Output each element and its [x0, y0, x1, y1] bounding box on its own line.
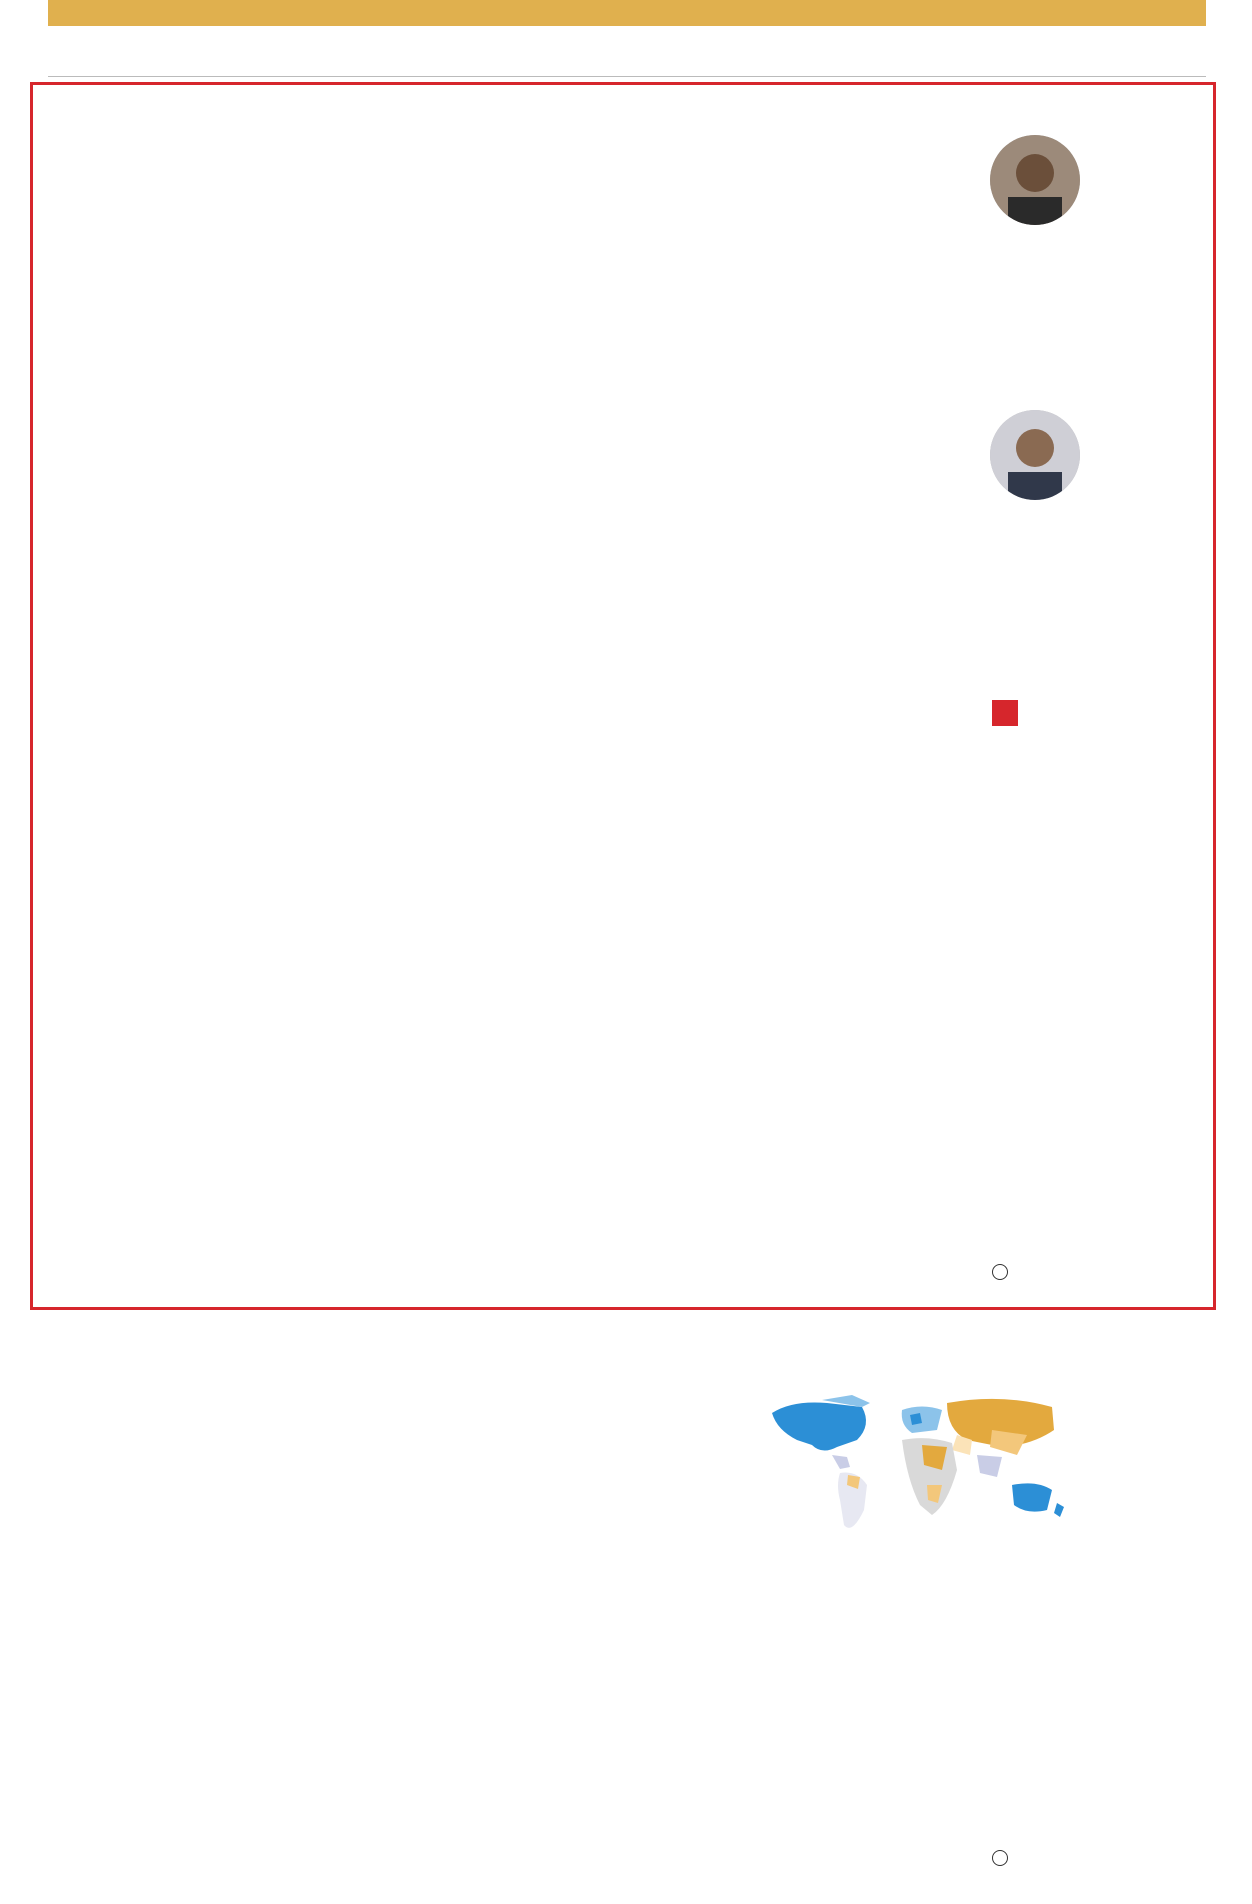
- author-signature-2: [992, 1850, 1016, 1877]
- article-column-1: [48, 779, 264, 785]
- author-signature: [992, 1264, 1016, 1291]
- person1-caption: [1096, 172, 1206, 176]
- article2-column-1: [48, 1510, 264, 1516]
- person2-caption: [1096, 446, 1206, 450]
- top-color-band: [48, 0, 1206, 26]
- lr-logo: [992, 700, 1018, 726]
- chart1-header: [517, 152, 967, 156]
- chart2-svg: [517, 535, 977, 900]
- author-icon: [992, 1850, 1008, 1866]
- avatar-person1: [990, 135, 1080, 225]
- author-icon: [992, 1264, 1008, 1280]
- follow-box: [1040, 698, 1210, 709]
- chart2-header: [517, 445, 967, 448]
- chart1-svg: [517, 220, 967, 440]
- header-divider: [48, 76, 1206, 77]
- avatar-person2: [990, 410, 1080, 500]
- ranking-table: [752, 1555, 1212, 1695]
- world-map: [752, 1385, 1072, 1545]
